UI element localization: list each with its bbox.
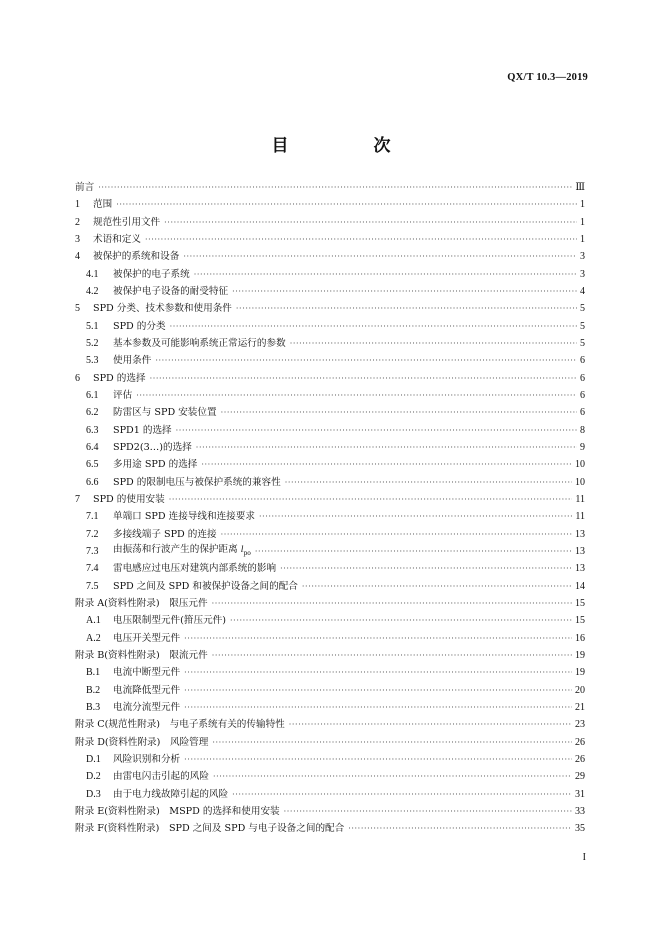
toc-entry[interactable] <box>75 196 585 213</box>
toc-entry[interactable] <box>75 474 585 491</box>
toc-entry-number: 5.3 <box>86 355 99 367</box>
toc-entry-page: 9 <box>580 442 585 454</box>
toc-entry-page: 6 <box>580 390 585 402</box>
toc-entry-title-text: 多接线端子 SPD 的连接 <box>113 528 217 540</box>
toc-entry-page: 33 <box>575 805 585 817</box>
toc-entry[interactable] <box>75 630 585 647</box>
toc-entry-title-text: 附录 C(规范性附录) 与电子系统有关的传输特性 <box>75 719 285 731</box>
toc-entry-page: 13 <box>575 563 585 575</box>
toc-entry-title-text: 使用条件 <box>113 355 152 367</box>
toc-leader-dots <box>302 578 572 595</box>
toc-entry-title-text: 由雷电闪击引起的风险 <box>113 771 209 783</box>
toc-entry[interactable] <box>75 370 585 387</box>
table-of-contents <box>75 179 585 837</box>
toc-leader-dots <box>194 266 577 283</box>
toc-entry-title <box>113 560 276 577</box>
toc-entry-title-text: 术语和定义 <box>93 234 141 246</box>
toc-leader-dots <box>184 751 572 768</box>
toc-entry-title <box>75 734 208 751</box>
toc-leader-dots <box>196 439 577 456</box>
toc-entry-title <box>113 266 190 283</box>
toc-entry[interactable] <box>75 716 585 733</box>
toc-entry-page: 1 <box>580 234 585 246</box>
toc-entry-title <box>113 699 180 716</box>
toc-entry-title <box>113 751 180 768</box>
toc-entry-title <box>113 335 286 352</box>
toc-entry-page: 1 <box>580 199 585 211</box>
toc-entry-page: 26 <box>575 753 585 765</box>
toc-entry-title-text: 附录 F(资料性附录) SPD 之间及 SPD 与电子设备之间的配合 <box>75 823 345 835</box>
toc-leader-dots <box>176 422 577 439</box>
toc-entry-page: 3 <box>580 251 585 263</box>
toc-entry[interactable] <box>75 543 585 560</box>
toc-entry-page: 29 <box>575 771 585 783</box>
toc-entry-page: 20 <box>575 684 585 696</box>
toc-leader-dots <box>212 595 572 612</box>
toc-entry-title <box>75 595 208 612</box>
document-id: QX/T 10.3—2019 <box>507 72 588 83</box>
toc-entry-page: 15 <box>575 598 585 610</box>
toc-entry[interactable] <box>75 439 585 456</box>
toc-entry-number: 4.1 <box>86 268 99 280</box>
toc-entry-page: 16 <box>575 632 585 644</box>
toc-leader-dots <box>280 560 572 577</box>
toc-entry[interactable] <box>75 179 585 196</box>
toc-leader-dots <box>169 491 573 508</box>
toc-entry[interactable] <box>75 578 585 595</box>
toc-entry-title-text: SPD 分类、技术参数和使用条件 <box>93 303 232 315</box>
toc-entry-number: 6.4 <box>86 442 99 454</box>
toc-leader-dots <box>164 214 577 231</box>
toc-entry[interactable] <box>75 682 585 699</box>
toc-entry-symbol: l <box>240 544 244 556</box>
toc-entry[interactable] <box>75 560 585 577</box>
toc-entry-number: 6.1 <box>86 390 99 402</box>
toc-entry-page: 26 <box>575 736 585 748</box>
toc-entry-number: 6.6 <box>86 476 99 488</box>
toc-entry-page: 6 <box>580 372 585 384</box>
toc-entry-number: 5 <box>75 303 80 315</box>
toc-entry-title <box>113 456 197 473</box>
toc-entry-title-text: 前言 <box>75 182 95 194</box>
toc-leader-dots <box>184 630 572 647</box>
toc-entry-number: 3 <box>75 234 80 246</box>
toc-entry-title-text: 单端口 SPD 连接导线和连接要求 <box>113 511 255 523</box>
toc-entry-title <box>93 231 141 248</box>
toc-entry[interactable] <box>75 214 585 231</box>
toc-entry-title-text: 被保护的电子系统 <box>113 268 190 280</box>
toc-entry-title-text: 范围 <box>93 199 113 211</box>
toc-entry[interactable] <box>75 820 585 837</box>
toc-entry-page: 15 <box>575 615 585 627</box>
toc-entry-title-text: 电流分流型元件 <box>113 702 181 713</box>
toc-entry-page: 13 <box>575 546 585 558</box>
toc-entry-number: 6.2 <box>86 407 99 419</box>
toc-entry[interactable] <box>75 699 585 716</box>
toc-entry-title-text: SPD2(3…)的选择 <box>113 442 192 454</box>
toc-entry[interactable] <box>75 647 585 664</box>
toc-entry-number: D.3 <box>86 788 101 800</box>
toc-entry-title <box>113 786 228 803</box>
toc-entry-title <box>113 318 166 335</box>
toc-entry[interactable] <box>75 785 585 802</box>
toc-entry-title <box>113 474 281 491</box>
toc-entry[interactable] <box>75 734 585 751</box>
toc-leader-dots <box>201 456 572 473</box>
toc-entry[interactable] <box>75 768 585 785</box>
toc-entry[interactable] <box>75 456 585 473</box>
toc-entry-title <box>113 664 180 681</box>
toc-entry-title-text: 基本参数及可能影响系统正常运行的参数 <box>113 338 286 350</box>
toc-entry-title-text: 评估 <box>113 390 133 402</box>
toc-entry[interactable] <box>75 508 585 525</box>
toc-entry-title <box>113 630 180 647</box>
toc-entry-page: 19 <box>575 650 585 662</box>
toc-entry-title <box>113 422 172 439</box>
toc-entry-title-text: 附录 A(资料性附录) 限压元件 <box>75 598 208 610</box>
toc-entry-page: Ⅲ <box>575 182 585 194</box>
toc-entry-title <box>93 300 232 317</box>
toc-entry-title-text: SPD1 的选择 <box>113 424 172 436</box>
toc-entry-page: 5 <box>580 303 585 315</box>
toc-leader-dots <box>155 352 577 369</box>
toc-entry-number: 2 <box>75 216 80 228</box>
toc-entry-page: 21 <box>575 702 585 713</box>
toc-leader-dots <box>259 508 572 525</box>
toc-entry-title-text: 雷电感应过电压对建筑内部系统的影响 <box>113 563 277 575</box>
toc-entry-title-text: SPD 之间及 SPD 和被保护设备之间的配合 <box>113 580 298 592</box>
toc-entry-title-text: 附录 E(资料性附录) MSPD 的选择和使用安装 <box>75 805 280 817</box>
toc-leader-dots <box>212 647 572 664</box>
toc-entry-number: 4.2 <box>86 286 99 298</box>
toc-leader-dots <box>212 734 572 751</box>
toc-entry-title-text: 规范性引用文件 <box>93 216 161 228</box>
toc-entry[interactable] <box>75 352 585 369</box>
toc-entry-title-text: 电压限制型元件(箝压元件) <box>113 615 227 627</box>
toc-entry-page: 1 <box>580 216 585 228</box>
toc-leader-dots <box>184 664 572 681</box>
toc-entry-page: 19 <box>575 667 585 679</box>
toc-entry-title <box>113 387 132 404</box>
toc-entry[interactable] <box>75 335 585 352</box>
toc-entry-number: 7.4 <box>86 563 99 575</box>
toc-entry-page: 6 <box>580 355 585 367</box>
toc-entry-title-text: SPD 的限制电压与被保护系统的兼容性 <box>113 476 281 488</box>
toc-entry-number: B.3 <box>86 702 101 713</box>
toc-entry-number: 1 <box>75 199 80 211</box>
toc-entry[interactable] <box>75 387 585 404</box>
toc-entry[interactable] <box>75 318 585 335</box>
toc-entry-page: 3 <box>580 268 585 280</box>
toc-entry[interactable] <box>75 612 585 629</box>
toc-entry-number: 6.3 <box>86 424 99 436</box>
toc-entry-title <box>75 647 208 664</box>
toc-entry-title <box>75 820 344 837</box>
toc-entry-number: A.2 <box>86 632 101 644</box>
toc-leader-dots <box>284 803 572 820</box>
toc-leader-dots <box>98 179 572 196</box>
toc-entry-number: 4 <box>75 251 80 263</box>
toc-leader-dots <box>221 526 572 543</box>
toc-entry-title <box>113 404 217 421</box>
toc-entry-title-text: 附录 B(资料性附录) 限流元件 <box>75 650 208 662</box>
toc-entry-page: 10 <box>575 476 585 488</box>
toc-entry-title-text: 电流中断型元件 <box>113 667 181 679</box>
toc-entry-symbol-subscript: po <box>243 550 251 558</box>
toc-entry-page: 14 <box>575 580 585 592</box>
toc-leader-dots <box>183 248 577 265</box>
toc-entry-number: B.1 <box>86 667 101 679</box>
toc-entry-page: 11 <box>575 494 585 506</box>
toc-entry[interactable] <box>75 266 585 283</box>
toc-entry-page: 8 <box>580 424 585 436</box>
toc-entry-number: 7.3 <box>86 546 99 558</box>
toc-entry[interactable] <box>75 664 585 681</box>
toc-leader-dots <box>232 283 577 300</box>
toc-entry-number: D.1 <box>86 753 101 765</box>
toc-entry-title <box>75 179 94 196</box>
toc-entry-title <box>113 508 255 525</box>
toc-entry-number: 5.1 <box>86 320 99 332</box>
toc-entry-number: D.2 <box>86 771 101 783</box>
toc-entry-number: 6.5 <box>86 459 99 471</box>
toc-entry-title <box>93 214 160 231</box>
toc-leader-dots <box>236 300 577 317</box>
toc-entry-title <box>93 248 179 265</box>
toc-entry-number: 7.1 <box>86 511 99 523</box>
toc-entry-title-text: 防雷区与 SPD 安装位置 <box>113 407 217 419</box>
page-title: 目 次 <box>271 136 425 156</box>
toc-entry-page: 5 <box>580 338 585 350</box>
toc-entry-title-text: 风险识别和分析 <box>113 753 181 765</box>
toc-entry-title <box>113 612 226 629</box>
toc-entry-title <box>113 283 228 300</box>
toc-entry-title-text: 被保护的系统和设备 <box>93 251 180 263</box>
toc-entry-title <box>93 491 165 508</box>
toc-entry-title <box>75 803 280 820</box>
toc-entry[interactable] <box>75 803 585 820</box>
toc-entry-page: 10 <box>575 459 585 471</box>
toc-entry[interactable] <box>75 404 585 421</box>
toc-entry-title <box>93 196 112 213</box>
toc-entry-title-text: 电流降低型元件 <box>113 684 181 696</box>
toc-entry-page: 35 <box>575 823 585 835</box>
toc-leader-dots <box>136 387 577 404</box>
toc-entry[interactable] <box>75 422 585 439</box>
toc-entry-title <box>113 439 192 456</box>
toc-entry-page: 4 <box>580 286 585 298</box>
toc-entry-title-text: 被保护电子设备的耐受特征 <box>113 286 229 298</box>
toc-entry-title <box>75 716 285 733</box>
toc-entry-title <box>113 352 151 369</box>
toc-leader-dots <box>255 543 572 560</box>
toc-leader-dots <box>289 716 572 733</box>
toc-leader-dots <box>230 612 572 629</box>
toc-entry-page: 6 <box>580 407 585 419</box>
toc-leader-dots <box>170 318 577 335</box>
toc-entry-title <box>113 682 180 699</box>
toc-entry-page: 31 <box>575 788 585 800</box>
toc-entry-title-text: 多用途 SPD 的选择 <box>113 459 198 471</box>
toc-entry-number: 7 <box>75 494 80 506</box>
toc-entry[interactable] <box>75 751 585 768</box>
toc-leader-dots <box>116 196 577 213</box>
toc-entry-number: 7.2 <box>86 528 99 540</box>
toc-entry-title-text: 由于电力线故障引起的风险 <box>113 788 229 800</box>
toc-entry-title-text: 附录 D(资料性附录) 风险管理 <box>75 736 209 748</box>
toc-leader-dots <box>213 768 572 785</box>
toc-leader-dots <box>232 786 572 803</box>
toc-entry-page: 5 <box>580 320 585 332</box>
toc-entry-title <box>113 578 298 595</box>
toc-entry-number: 5.2 <box>86 338 99 350</box>
page-number: I <box>582 852 586 863</box>
toc-entry-number: 7.5 <box>86 580 99 592</box>
toc-entry-title <box>93 370 146 387</box>
toc-entry[interactable] <box>75 283 585 300</box>
toc-entry-number: B.2 <box>86 684 101 696</box>
toc-leader-dots <box>285 474 572 491</box>
toc-entry[interactable] <box>75 248 585 265</box>
toc-entry-title-text: 电压开关型元件 <box>113 632 181 644</box>
toc-entry-title-text: SPD 的分类 <box>113 320 166 332</box>
toc-entry[interactable] <box>75 231 585 248</box>
toc-entry[interactable] <box>75 491 585 508</box>
toc-entry-page: 23 <box>575 719 585 731</box>
toc-leader-dots <box>184 682 572 699</box>
toc-entry-title <box>113 768 209 785</box>
toc-leader-dots <box>290 335 577 352</box>
toc-entry[interactable] <box>75 300 585 317</box>
toc-leader-dots <box>221 404 577 421</box>
toc-entry-title-text: SPD 的选择 <box>93 372 146 384</box>
toc-entry-title-text: SPD 的使用安装 <box>93 494 165 506</box>
toc-entry-number: 6 <box>75 372 80 384</box>
toc-leader-dots <box>184 699 572 716</box>
toc-leader-dots <box>348 820 572 837</box>
toc-entry-page: 13 <box>575 528 585 540</box>
toc-entry-title-text: 由振荡和行波产生的保护距离 <box>113 544 241 556</box>
toc-leader-dots <box>145 231 577 248</box>
toc-entry-number: A.1 <box>86 615 101 627</box>
toc-entry[interactable] <box>75 595 585 612</box>
toc-entry-page: 11 <box>575 511 585 523</box>
toc-entry-title <box>113 541 251 562</box>
toc-leader-dots <box>150 370 577 387</box>
